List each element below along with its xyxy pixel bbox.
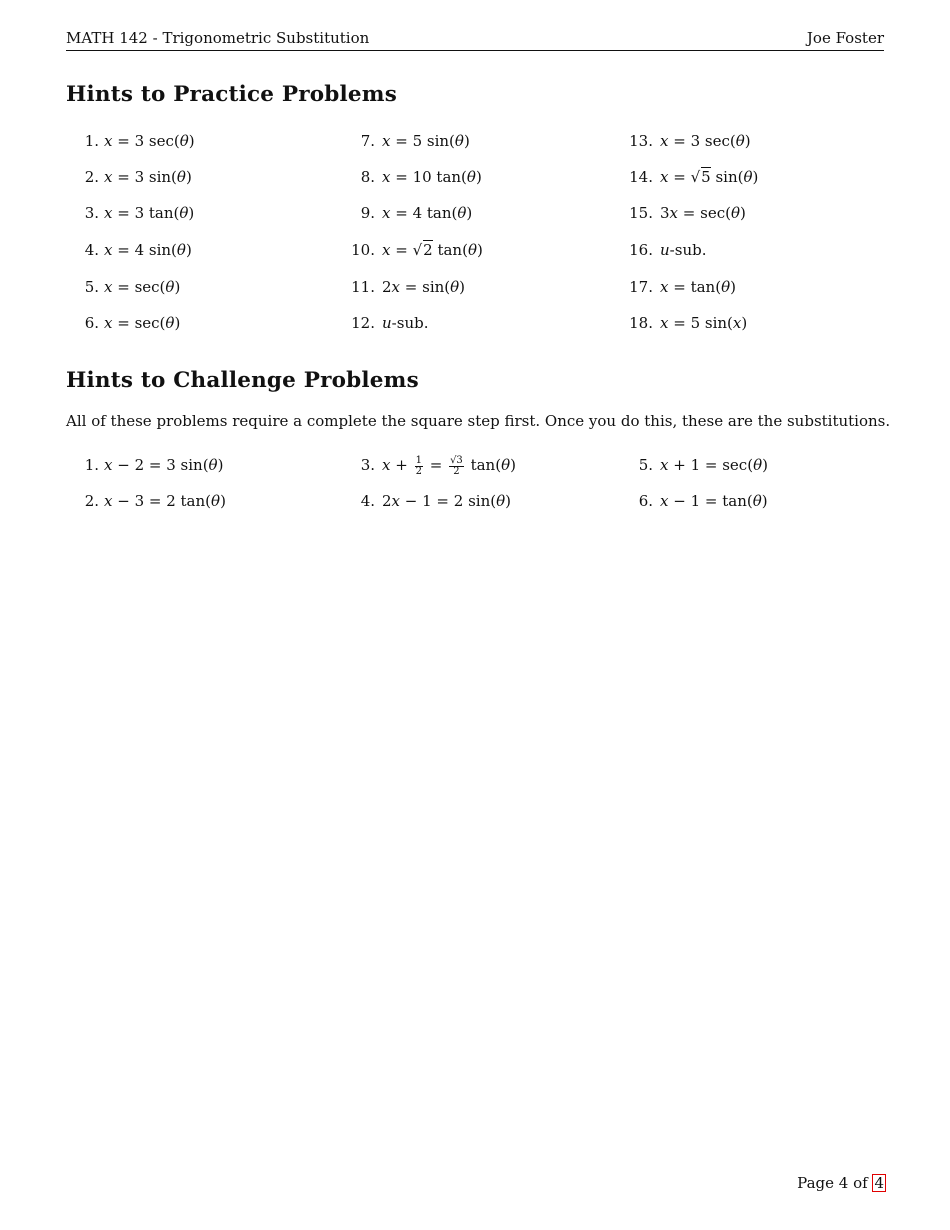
practice-expr: x = sec(θ) — [104, 314, 181, 332]
page-header — [66, 28, 884, 51]
practice-expr: x = tan(θ) — [660, 278, 736, 296]
practice-expr: x = 4 sin(θ) — [104, 241, 192, 259]
practice-expr: 2x = sin(θ) — [382, 278, 466, 296]
practice-expr: x = √2 tan(θ) — [382, 241, 483, 259]
practice-expr: x = sec(θ) — [104, 278, 181, 296]
practice-expr: u-sub. — [382, 314, 429, 332]
page-footer — [797, 1173, 886, 1193]
practice-expr: u-sub. — [660, 241, 707, 259]
document-page: MATH 142 - Trigonometric Substitution Joe Foster Hints to Practice Problems 1. x = 3 sec(θ) 2. x = 3 sin(θ) 3. x = 3 tan(θ) 4. x = 4 sin(θ) 5. x = sec(θ) 6. x = sec(θ) 7. x = 5 sin(θ) 8. x = 10 tan(θ) 9. x = 4 tan(θ) 10. x = √2 tan(θ) 11. 2x = sin(θ) 12. u-sub. 13. x = 3 sec(θ) 14. x = √5 sin(θ) 15. 3x = sec(θ) 16. u-sub. 17. x = tan(θ) 18. x = 5 sin(x) Hints to Challenge Problems All of these problems require a complete the square step first. Once you do this, these are the substitutions. 1. x − 2 = 3 sin(θ) 2. x − 3 = 2 tan(θ) 3. x + $\frac{1}{2}$ = $\frac{√3}{2}$ tan(θ) 4. 2x − 1 = 2 sin(θ) 5. x + 1 = sec(θ) 6. x − 1 = tan(θ) Page 4 of 4 — [66, 29, 891, 1192]
practice-expr: x = 4 tan(θ) — [382, 204, 473, 222]
challenge-expr: x + 1 = sec(θ) — [660, 456, 768, 474]
author-name: Joe Foster — [806, 29, 884, 47]
page-number-label: Page 4 of — [797, 1174, 868, 1192]
practice-expr: x = 10 tan(θ) — [382, 168, 482, 186]
challenge-intro: All of these problems require a complete the square step first. Once you do this, these are the substitutions. — [66, 412, 891, 430]
practice-expr: x = 5 sin(x) — [660, 314, 748, 332]
challenge-expr: x + $\frac{1}{2}$ = $\frac{√3}{2}$ tan(θ) — [382, 454, 516, 477]
practice-expr: x = 3 sin(θ) — [104, 168, 192, 186]
course-title: MATH 142 - Trigonometric Substitution — [66, 29, 370, 47]
challenge-expr: 2x − 1 = 2 sin(θ) — [382, 492, 511, 510]
practice-expr: x = 3 sec(θ) — [660, 132, 751, 150]
challenge-expr: x − 2 = 3 sin(θ) — [104, 456, 224, 474]
practice-expr: x = 3 tan(θ) — [104, 204, 195, 222]
total-pages-link[interactable]: 4 — [874, 1174, 884, 1192]
practice-expr: x = √5 sin(θ) — [660, 168, 759, 186]
practice-expr: x = 5 sin(θ) — [382, 132, 470, 150]
practice-section-title: Hints to Practice Problems — [66, 82, 398, 107]
challenge-expr: x − 3 = 2 tan(θ) — [104, 492, 226, 510]
challenge-section-title: Hints to Challenge Problems — [66, 368, 419, 393]
practice-expr: x = 3 sec(θ) — [104, 132, 195, 150]
challenge-expr: x − 1 = tan(θ) — [660, 492, 768, 510]
practice-expr: 3x = sec(θ) — [660, 204, 746, 222]
